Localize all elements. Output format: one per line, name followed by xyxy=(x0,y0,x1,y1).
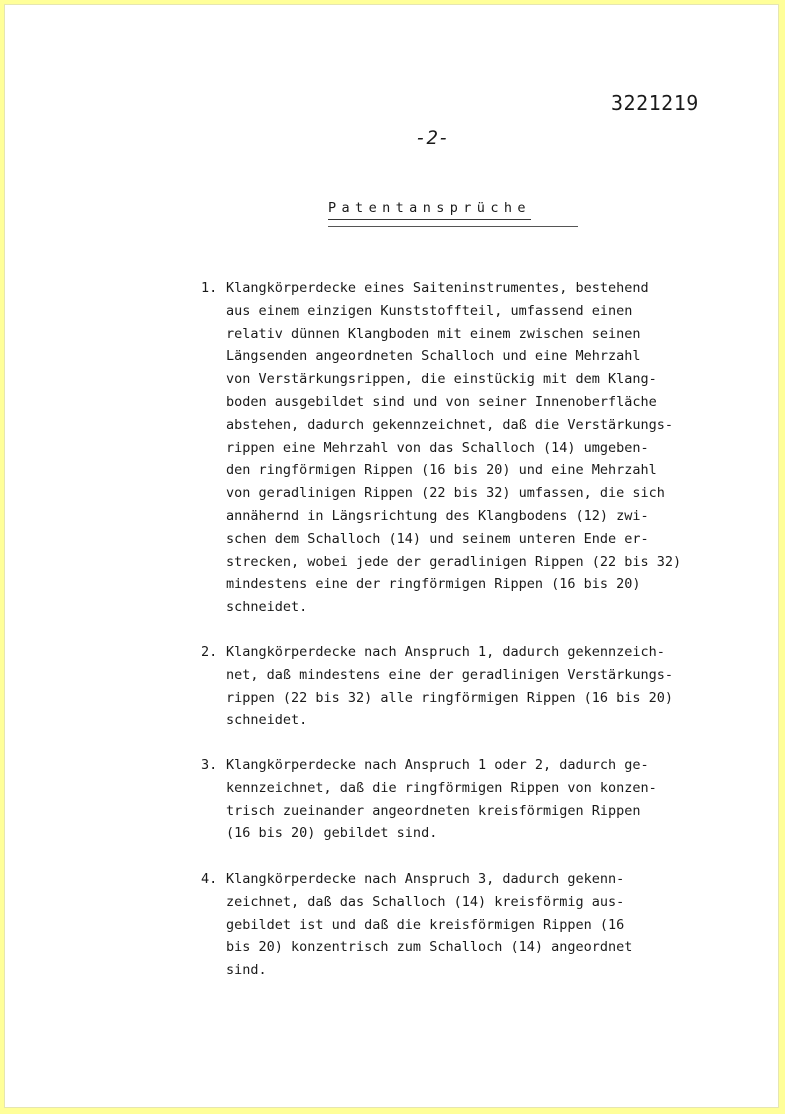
claim-1 xyxy=(201,277,721,619)
claim-text: Klangkörperdecke nach Anspruch 1 oder 2, dadurch ge- kennzeichnet, daß die ringförmigen Rippen von konzen- trisch zueinander angeordneten kreisförmigen Rippen (16 bis 20) gebildet sind. xyxy=(226,757,657,842)
title-underline xyxy=(328,226,578,227)
claim-text: Klangkörperdecke eines Saiteninstrumentes, bestehend aus einem einzigen Kunststoffteil, umfassend einen relativ dünnen Klangboden mit einem zwischen seinen Längsenden angeordneten Schalloch und eine Mehrzahl von Verstärkungsrippen, die einstückig mit dem Klang- boden ausgebildet sind und von seiner Innenoberfläche abstehen, dadurch gekennzeichnet, daß die Verstärkungs- rippen eine Mehrzahl von das Schalloch (14) umgeben- den ringförmigen Rippen (16 bis 20) und eine Mehrzahl von geradlinigen Rippen (22 bis 32) umfassen, die sich annähernd in Längsrichtung des Klangbodens (12) zwi- schen dem Schalloch (14) und seinem unteren Ende er- strecken, wobei jede der geradlinigen Rippen (22 bis 32) mindestens eine der ringförmigen Rippen (16 bis 20) schneidet. xyxy=(226,280,682,616)
claim-number: 3. xyxy=(201,757,218,773)
claim-number: 4. xyxy=(201,871,218,887)
claim-2 xyxy=(201,641,721,732)
claim-number: 1. xyxy=(201,280,218,296)
claims-title: Patentansprüche xyxy=(328,200,531,220)
document-number: 3221219 xyxy=(611,91,699,115)
claim-text: Klangkörperdecke nach Anspruch 1, dadurch gekennzeich- net, daß mindestens eine der geradlinigen Verstärkungs- rippen (22 bis 32) alle ringförmigen Rippen (16 bis 20) schneidet. xyxy=(226,644,674,729)
claim-number: 2. xyxy=(201,644,218,660)
claim-text: Klangkörperdecke nach Anspruch 3, dadurch gekenn- zeichnet, daß das Schalloch (14) kreisförmig aus- gebildet ist und daß die kreisförmigen Rippen (16 bis 20) konzentrisch zum Schalloch (14) angeordnet sind. xyxy=(226,871,633,979)
claim-3 xyxy=(201,754,721,845)
page-marker: -2- xyxy=(415,127,450,149)
document-page xyxy=(4,4,779,1108)
claim-4 xyxy=(201,868,721,982)
